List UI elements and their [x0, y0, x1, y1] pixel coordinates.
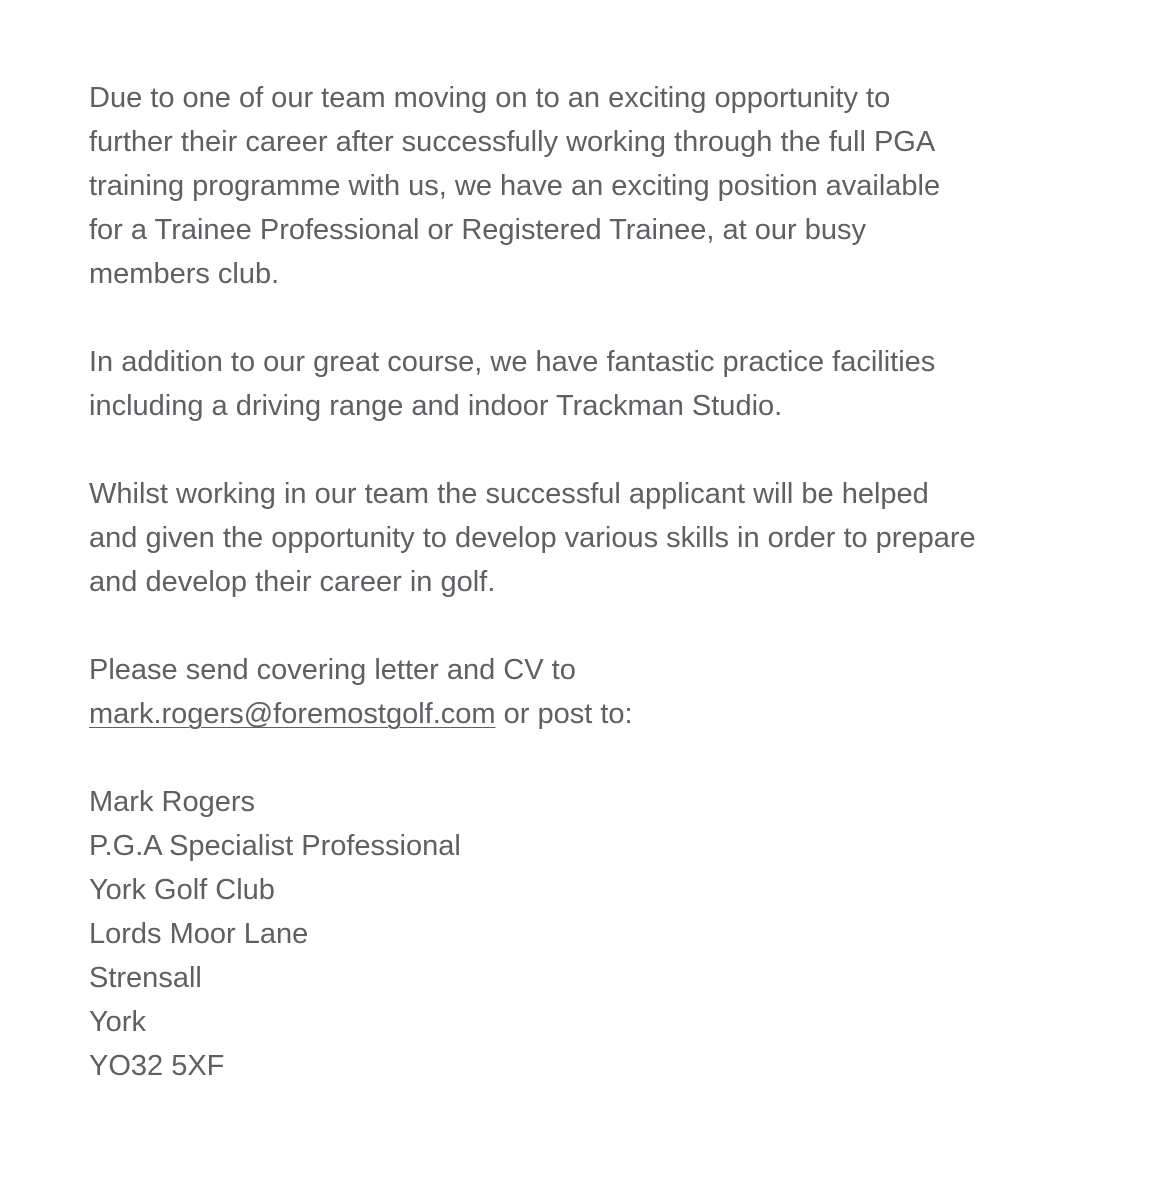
- address-postcode: YO32 5XF: [89, 1050, 225, 1082]
- paragraph-gap: [89, 428, 1119, 472]
- post-to-text: or post to:: [495, 698, 633, 730]
- paragraph-gap: [89, 604, 1119, 648]
- text-line: further their career after successfully working through the full PGA: [89, 126, 936, 158]
- address-street: Lords Moor Lane: [89, 918, 309, 950]
- facilities-paragraph: [89, 340, 1119, 428]
- text-line: for a Trainee Professional or Registered Trainee, at our busy: [89, 214, 866, 246]
- text-line: including a driving range and indoor Trackman Studio.: [89, 390, 783, 422]
- text-line: members club.: [89, 258, 280, 290]
- address-title: P.G.A Specialist Professional: [89, 830, 461, 862]
- postal-address: [89, 780, 1119, 1088]
- apply-paragraph: [89, 648, 1119, 736]
- intro-paragraph: [89, 76, 1119, 296]
- apply-instruction: Please send covering letter and CV to: [89, 654, 576, 686]
- address-club: York Golf Club: [89, 874, 275, 906]
- text-line: In addition to our great course, we have fantastic practice facilities: [89, 346, 936, 378]
- job-advert-text: [89, 76, 1119, 1088]
- address-city: York: [89, 1006, 146, 1038]
- apply-contact-line: [89, 692, 1119, 736]
- text-line: and given the opportunity to develop various skills in order to prepare: [89, 522, 976, 554]
- address-name: Mark Rogers: [89, 786, 255, 818]
- text-line: and develop their career in golf.: [89, 566, 496, 598]
- paragraph-gap: [89, 736, 1119, 780]
- development-paragraph: [89, 472, 1119, 604]
- email-link[interactable]: mark.rogers@foremostgolf.com: [89, 698, 496, 730]
- text-line: training programme with us, we have an exciting position available: [89, 170, 941, 202]
- paragraph-gap: [89, 296, 1119, 340]
- address-village: Strensall: [89, 962, 202, 994]
- text-line: Whilst working in our team the successful applicant will be helped: [89, 478, 929, 510]
- text-line: Due to one of our team moving on to an exciting opportunity to: [89, 82, 891, 114]
